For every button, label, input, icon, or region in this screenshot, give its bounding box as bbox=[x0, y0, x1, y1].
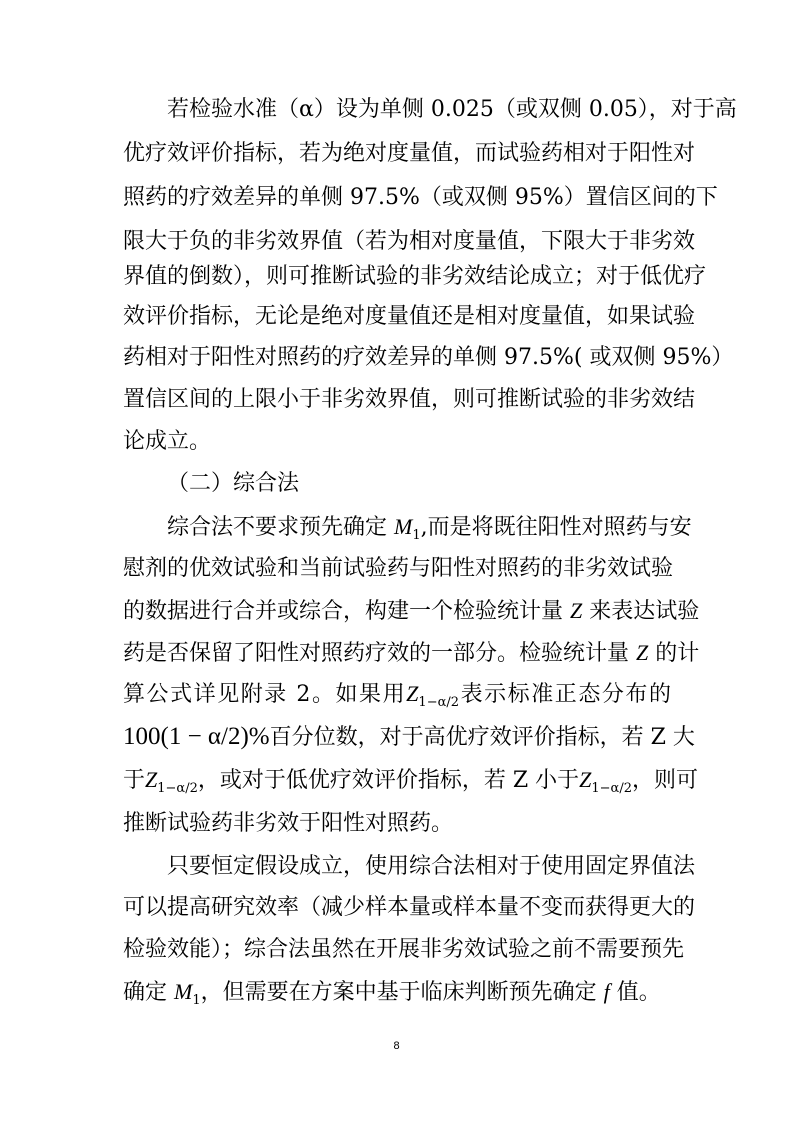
z-critical-value: $Z_{1-\alpha/2}$ bbox=[145, 767, 198, 796]
paragraph1-line: 置信区间的上限小于非劣效界值，则可推断试验的非劣效结 bbox=[123, 387, 696, 412]
paragraph1-line: 药相对于阳性对照药的疗效差异的单侧 97.5%( 或双侧 95%） bbox=[123, 345, 734, 370]
section-heading: （二）综合法 bbox=[167, 471, 300, 496]
paragraph1-line: 限大于负的非劣效界值（若为相对度量值，下限大于非劣效 bbox=[123, 229, 696, 254]
paragraph1-line: 论成立。 bbox=[123, 429, 212, 454]
z-critical-value: $Z_{1-\alpha/2}$ bbox=[406, 681, 460, 710]
page-number: 8 bbox=[393, 1040, 400, 1052]
paragraph2-line: 100(1 − α/2)%百分位数，对于高优疗效评价指标，若 Z 大 bbox=[123, 723, 695, 750]
paragraph2-line: 的数据进行合并或综合，构建一个检验统计量 Z 来表达试验 bbox=[123, 598, 700, 624]
paragraph2-line: 药是否保留了阳性对照药疗效的一部分。检验统计量 Z 的计 bbox=[123, 640, 700, 666]
paragraph1-line: 优疗效评价指标，若为绝对度量值，而试验药相对于阳性对 bbox=[123, 141, 696, 166]
paragraph2-line: 算公式详见附录 2。如果用$Z_{1-\alpha/2}$表示标准正态分布的 bbox=[123, 681, 671, 710]
paragraph1-line: 若检验水准（α）设为单侧 0.025（或双侧 0.05），对于高 bbox=[167, 97, 737, 122]
paragraph3-line: 只要恒定假设成立，使用综合法相对于使用固定界值法 bbox=[167, 854, 696, 879]
paragraph3-line: 确定 $M_1$，但需要在方案中基于临床判断预先确定 f 值。 bbox=[123, 979, 661, 1008]
paragraph1-line: 界值的倒数），则可推断试验的非劣效结论成立；对于低优疗 bbox=[123, 264, 707, 289]
paragraph2-line: 慰剂的优效试验和当前试验药与阳性对照药的非劣效试验 bbox=[123, 556, 674, 581]
paragraph2-line: 综合法不要求预先确定 $M_1$,而是将既往阳性对照药与安 bbox=[167, 514, 692, 543]
paragraph2-line: 于$Z_{1-\alpha/2}$，或对于低优疗效评价指标，若 Z 小于$Z_{1-\alpha/2}$，则可 bbox=[123, 767, 698, 796]
paragraph2-line: 推断试验药非劣效于阳性对照药。 bbox=[123, 811, 454, 836]
paragraph3-line: 检验效能）；综合法虽然在开展非劣效试验之前不需要预先 bbox=[123, 937, 685, 962]
paragraph3-line: 可以提高研究效率（减少样本量或样本量不变而获得更大的 bbox=[123, 895, 696, 920]
paragraph1-line: 照药的疗效差异的单侧 97.5%（或双侧 95%）置信区间的下 bbox=[123, 185, 718, 210]
paragraph1-line: 效评价指标，无论是绝对度量值还是相对度量值，如果试验 bbox=[123, 304, 696, 329]
percentile-expression: 100(1 − α/2)% bbox=[123, 723, 270, 750]
z-critical-value: $Z_{1-\alpha/2}$ bbox=[579, 767, 632, 796]
